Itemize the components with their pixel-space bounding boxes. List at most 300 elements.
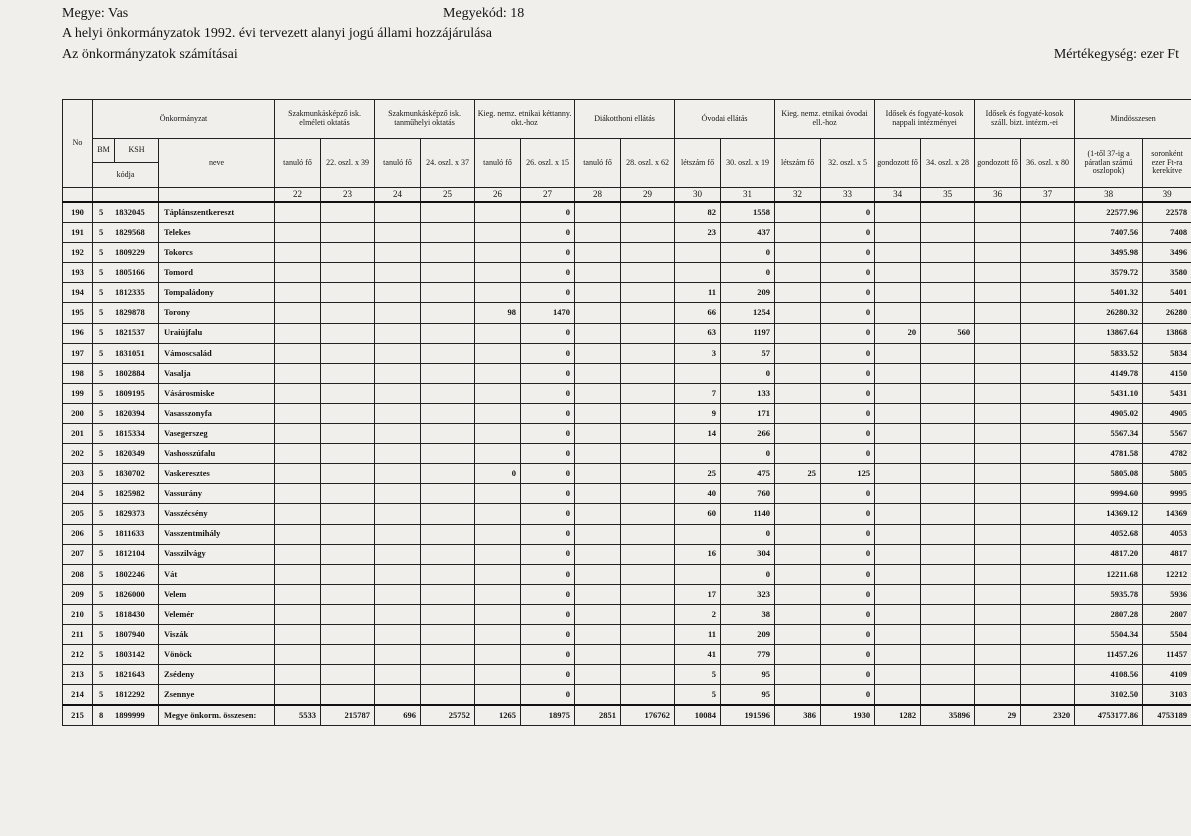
municipality-name: Zsédeny — [159, 665, 275, 685]
value-cell — [875, 243, 921, 263]
value-cell — [975, 424, 1021, 444]
value-cell — [375, 464, 421, 484]
bm-code: 5 — [99, 468, 104, 479]
row-code — [93, 665, 159, 685]
ksh-code: 1832045 — [115, 206, 145, 217]
value-cell: 0 — [821, 544, 875, 564]
value-cell — [475, 424, 521, 444]
group-header-6: Kieg. nemz. etnikai óvodai ell.-hoz — [775, 100, 875, 139]
row-number: 192 — [63, 243, 93, 263]
value-cell — [375, 584, 421, 604]
value-cell: 0 — [821, 665, 875, 685]
value-cell — [375, 343, 421, 363]
value-cell: 0 — [721, 444, 775, 464]
ksh-code: 1829568 — [115, 226, 145, 237]
value-cell: 5567.34 — [1075, 424, 1143, 444]
value-cell: 0 — [521, 504, 575, 524]
value-cell — [375, 484, 421, 504]
value-cell: 0 — [821, 484, 875, 504]
value-cell — [1021, 283, 1075, 303]
value-cell — [875, 564, 921, 584]
table-row — [63, 243, 1191, 263]
value-cell — [275, 464, 321, 484]
value-cell — [575, 685, 621, 706]
value-cell: 25752 — [421, 705, 475, 726]
value-cell — [421, 403, 475, 423]
table-row — [63, 403, 1191, 423]
value-cell: 304 — [721, 544, 775, 564]
row-code — [93, 685, 159, 706]
colnum: 27 — [521, 188, 575, 203]
value-cell — [475, 403, 521, 423]
value-cell — [375, 504, 421, 524]
value-cell — [375, 444, 421, 464]
value-cell: 0 — [821, 424, 875, 444]
value-cell: 4753189 — [1143, 705, 1191, 726]
group-header-4: Diákotthoni ellátás — [575, 100, 675, 139]
value-cell: 5805.08 — [1075, 464, 1143, 484]
value-cell — [875, 383, 921, 403]
municipality-name: Zsennye — [159, 685, 275, 706]
value-cell: 12211.68 — [1075, 564, 1143, 584]
subhead: (1-től 37-ig a páratlan számú oszlopok) — [1075, 139, 1143, 188]
municipality-name: Vásárosmiske — [159, 383, 275, 403]
value-cell: 2851 — [575, 705, 621, 726]
value-cell — [321, 403, 375, 423]
value-cell: 11 — [675, 283, 721, 303]
value-cell — [375, 604, 421, 624]
value-cell: 4753177.86 — [1075, 705, 1143, 726]
value-cell — [921, 645, 975, 665]
value-cell — [375, 645, 421, 665]
value-cell: 5805 — [1143, 464, 1191, 484]
value-cell — [575, 202, 621, 223]
ksh-code: 1829373 — [115, 508, 145, 519]
value-cell: 0 — [821, 363, 875, 383]
value-cell — [421, 202, 475, 223]
value-cell: 266 — [721, 424, 775, 444]
value-cell: 1282 — [875, 705, 921, 726]
value-cell — [575, 584, 621, 604]
value-cell — [375, 303, 421, 323]
bm-code: 5 — [99, 226, 104, 237]
value-cell — [321, 564, 375, 584]
subhead: tanuló fő — [275, 139, 321, 188]
subhead: gondozott fő — [875, 139, 921, 188]
row-code — [93, 564, 159, 584]
value-cell — [875, 484, 921, 504]
bm-code: 5 — [99, 347, 104, 358]
value-cell — [321, 584, 375, 604]
value-cell: 9 — [675, 403, 721, 423]
municipality-name: Vámoscsalád — [159, 343, 275, 363]
value-cell — [775, 524, 821, 544]
table-row — [63, 604, 1191, 624]
value-cell — [621, 243, 675, 263]
value-cell — [321, 363, 375, 383]
table-row — [63, 504, 1191, 524]
subhead: létszám fő — [675, 139, 721, 188]
table-row — [63, 464, 1191, 484]
colnum: 26 — [475, 188, 521, 203]
value-cell — [921, 363, 975, 383]
bm-code: 5 — [99, 528, 104, 539]
value-cell — [621, 544, 675, 564]
value-cell: 4782 — [1143, 444, 1191, 464]
value-cell — [275, 645, 321, 665]
value-cell — [621, 202, 675, 223]
ksh-code: 1821537 — [115, 327, 145, 338]
value-cell: 437 — [721, 223, 775, 243]
ksh-code: 1820394 — [115, 407, 145, 418]
value-cell — [775, 263, 821, 283]
table-row — [63, 645, 1191, 665]
ksh-code: 1831051 — [115, 347, 145, 358]
municipality-name: Torony — [159, 303, 275, 323]
value-cell: 1930 — [821, 705, 875, 726]
value-cell — [421, 424, 475, 444]
value-cell: 38 — [721, 604, 775, 624]
value-cell — [575, 564, 621, 584]
value-cell — [875, 504, 921, 524]
value-cell — [421, 604, 475, 624]
value-cell — [675, 444, 721, 464]
value-cell: 0 — [521, 403, 575, 423]
municipality-name: Vasegerszeg — [159, 424, 275, 444]
bm-code: 5 — [99, 427, 104, 438]
value-cell — [675, 564, 721, 584]
table-row — [63, 685, 1191, 706]
value-cell: 0 — [821, 584, 875, 604]
value-cell — [321, 243, 375, 263]
value-cell: 4150 — [1143, 363, 1191, 383]
colnum: 23 — [321, 188, 375, 203]
subhead: 30. oszl. x 19 — [721, 139, 775, 188]
value-cell: 5834 — [1143, 343, 1191, 363]
value-cell — [575, 464, 621, 484]
value-cell: 26280 — [1143, 303, 1191, 323]
bm-code: 5 — [99, 628, 104, 639]
value-cell — [921, 444, 975, 464]
value-cell — [775, 624, 821, 644]
row-number: 212 — [63, 645, 93, 665]
row-code — [93, 223, 159, 243]
value-cell — [1021, 685, 1075, 706]
municipality-name: Vaskeresztes — [159, 464, 275, 484]
value-cell: 475 — [721, 464, 775, 484]
value-cell — [921, 564, 975, 584]
value-cell — [575, 243, 621, 263]
row-code — [93, 403, 159, 423]
value-cell: 5 — [675, 685, 721, 706]
value-cell — [975, 584, 1021, 604]
value-cell: 0 — [821, 504, 875, 524]
value-cell — [975, 343, 1021, 363]
col-ksh-header: KSH — [115, 139, 158, 163]
value-cell — [975, 464, 1021, 484]
value-cell: 5833.52 — [1075, 343, 1143, 363]
municipality-name: Telekes — [159, 223, 275, 243]
value-cell: 4053 — [1143, 524, 1191, 544]
value-cell — [621, 685, 675, 706]
value-cell: 7407.56 — [1075, 223, 1143, 243]
bm-code: 5 — [99, 488, 104, 499]
row-code — [93, 303, 159, 323]
value-cell: 0 — [521, 283, 575, 303]
subhead: soronként ezer Ft-ra kerekítve — [1143, 139, 1191, 188]
value-cell: 0 — [521, 363, 575, 383]
value-cell — [575, 604, 621, 624]
value-cell — [475, 243, 521, 263]
value-cell — [975, 444, 1021, 464]
ksh-code: 1821643 — [115, 669, 145, 680]
value-cell — [921, 343, 975, 363]
value-cell — [975, 303, 1021, 323]
municipality-name: Megye önkorm. összesen: — [159, 705, 275, 726]
table-row — [63, 343, 1191, 363]
value-cell — [1021, 202, 1075, 223]
value-cell — [921, 223, 975, 243]
bm-code: 5 — [99, 448, 104, 458]
value-cell — [975, 202, 1021, 223]
value-cell — [421, 444, 475, 464]
value-cell — [575, 524, 621, 544]
value-cell: 4905 — [1143, 403, 1191, 423]
row-code — [93, 363, 159, 383]
value-cell — [475, 383, 521, 403]
value-cell — [275, 363, 321, 383]
value-cell — [775, 303, 821, 323]
municipality-name: Tompaládony — [159, 283, 275, 303]
value-cell — [675, 363, 721, 383]
bm-code: 5 — [99, 669, 104, 680]
value-cell — [275, 584, 321, 604]
value-cell — [1021, 303, 1075, 323]
value-cell: 4149.78 — [1075, 363, 1143, 383]
value-cell — [421, 223, 475, 243]
value-cell: 7 — [675, 383, 721, 403]
row-number: 203 — [63, 464, 93, 484]
document-subtitle: Az önkormányzatok számításai — [62, 47, 238, 62]
value-cell — [621, 584, 675, 604]
value-cell — [621, 604, 675, 624]
value-cell — [775, 584, 821, 604]
value-cell — [1021, 504, 1075, 524]
value-cell — [321, 424, 375, 444]
value-cell: 0 — [721, 363, 775, 383]
value-cell — [375, 323, 421, 343]
colnum: 30 — [675, 188, 721, 203]
value-cell — [275, 343, 321, 363]
value-cell — [421, 343, 475, 363]
value-cell — [421, 685, 475, 706]
value-cell — [1021, 243, 1075, 263]
ksh-code: 1818430 — [115, 608, 145, 619]
value-cell: 0 — [521, 665, 575, 685]
value-cell: 0 — [521, 323, 575, 343]
bm-code: 5 — [99, 267, 104, 278]
value-cell — [975, 504, 1021, 524]
value-cell: 209 — [721, 283, 775, 303]
value-cell: 0 — [521, 343, 575, 363]
ksh-code: 1803142 — [115, 648, 145, 659]
value-cell — [475, 323, 521, 343]
value-cell: 1197 — [721, 323, 775, 343]
value-cell: 5935.78 — [1075, 584, 1143, 604]
group-header-5: Óvodai ellátás — [675, 100, 775, 139]
value-cell — [875, 223, 921, 243]
value-cell — [475, 645, 521, 665]
value-cell — [575, 645, 621, 665]
ksh-code: 1802246 — [115, 568, 145, 579]
row-number: 196 — [63, 323, 93, 343]
value-cell — [975, 544, 1021, 564]
row-code — [93, 283, 159, 303]
table-row — [63, 223, 1191, 243]
value-cell: 133 — [721, 383, 775, 403]
value-cell: 4052.68 — [1075, 524, 1143, 544]
ksh-code: 1815334 — [115, 427, 145, 438]
value-cell — [875, 403, 921, 423]
value-cell — [921, 624, 975, 644]
value-cell — [475, 564, 521, 584]
municipality-name: Uraiújfalu — [159, 323, 275, 343]
value-cell — [621, 363, 675, 383]
value-cell — [1021, 564, 1075, 584]
row-number: 198 — [63, 363, 93, 383]
row-code — [93, 424, 159, 444]
value-cell — [575, 263, 621, 283]
ksh-code: 1809195 — [115, 387, 145, 398]
row-code — [93, 705, 159, 726]
value-cell — [421, 544, 475, 564]
bm-code: 5 — [99, 327, 104, 338]
value-cell — [1021, 444, 1075, 464]
value-cell — [775, 403, 821, 423]
value-cell — [621, 283, 675, 303]
municipality-name: Vönöck — [159, 645, 275, 665]
value-cell: 0 — [821, 243, 875, 263]
value-cell — [775, 363, 821, 383]
row-number: 214 — [63, 685, 93, 706]
row-number: 191 — [63, 223, 93, 243]
value-cell — [975, 524, 1021, 544]
value-cell — [575, 665, 621, 685]
value-cell — [575, 624, 621, 644]
value-cell: 1140 — [721, 504, 775, 524]
bm-code: 5 — [99, 307, 104, 318]
row-number: 207 — [63, 544, 93, 564]
bm-code: 5 — [99, 287, 104, 298]
value-cell — [321, 323, 375, 343]
value-cell — [575, 303, 621, 323]
ksh-code: 1805166 — [115, 267, 145, 278]
value-cell — [621, 665, 675, 685]
bm-code: 5 — [99, 689, 104, 700]
value-cell — [875, 202, 921, 223]
value-cell — [321, 685, 375, 706]
row-code — [93, 524, 159, 544]
value-cell — [1021, 524, 1075, 544]
value-cell — [921, 524, 975, 544]
value-cell — [1021, 343, 1075, 363]
value-cell: 1254 — [721, 303, 775, 323]
value-cell — [575, 504, 621, 524]
value-cell — [421, 645, 475, 665]
value-cell — [975, 263, 1021, 283]
value-cell — [775, 685, 821, 706]
table-row — [63, 202, 1191, 223]
value-cell — [921, 665, 975, 685]
value-cell: 2807.28 — [1075, 604, 1143, 624]
value-cell — [975, 624, 1021, 644]
value-cell: 40 — [675, 484, 721, 504]
subhead: 34. oszl. x 28 — [921, 139, 975, 188]
value-cell — [921, 263, 975, 283]
row-code — [93, 323, 159, 343]
table-row — [63, 424, 1191, 444]
value-cell: 0 — [521, 484, 575, 504]
value-cell — [921, 484, 975, 504]
value-cell — [275, 444, 321, 464]
value-cell — [375, 665, 421, 685]
value-cell — [775, 243, 821, 263]
value-cell: 4817.20 — [1075, 544, 1143, 564]
unit-label: Mértékegység: ezer Ft — [1053, 47, 1179, 62]
value-cell: 5431 — [1143, 383, 1191, 403]
value-cell — [621, 645, 675, 665]
value-cell — [875, 464, 921, 484]
document-title: A helyi önkormányzatok 1992. évi tervezett alanyi jogú állami hozzájárulása — [62, 26, 492, 41]
row-code — [93, 584, 159, 604]
value-cell — [375, 524, 421, 544]
value-cell: 4905.02 — [1075, 403, 1143, 423]
value-cell — [575, 223, 621, 243]
value-cell — [475, 283, 521, 303]
value-cell — [875, 584, 921, 604]
value-cell: 0 — [521, 383, 575, 403]
value-cell: 0 — [821, 383, 875, 403]
value-cell: 11 — [675, 624, 721, 644]
value-cell — [321, 223, 375, 243]
col-no-header: No — [63, 100, 93, 188]
value-cell — [1021, 263, 1075, 283]
value-cell — [975, 223, 1021, 243]
value-cell: 2807 — [1143, 604, 1191, 624]
value-cell — [421, 383, 475, 403]
row-number: 202 — [63, 444, 93, 464]
value-cell: 5567 — [1143, 424, 1191, 444]
value-cell — [775, 223, 821, 243]
value-cell: 3579.72 — [1075, 263, 1143, 283]
value-cell — [275, 223, 321, 243]
ksh-code: 1807940 — [115, 628, 145, 639]
value-cell: 35896 — [921, 705, 975, 726]
table-row — [63, 484, 1191, 504]
bm-code: 5 — [99, 648, 104, 659]
value-cell — [675, 263, 721, 283]
value-cell: 0 — [821, 564, 875, 584]
value-cell — [975, 323, 1021, 343]
value-cell — [475, 504, 521, 524]
value-cell: 3496 — [1143, 243, 1191, 263]
value-cell: 0 — [521, 624, 575, 644]
value-cell — [1021, 223, 1075, 243]
value-cell: 0 — [521, 424, 575, 444]
value-cell — [421, 323, 475, 343]
value-cell: 82 — [675, 202, 721, 223]
value-cell — [875, 624, 921, 644]
